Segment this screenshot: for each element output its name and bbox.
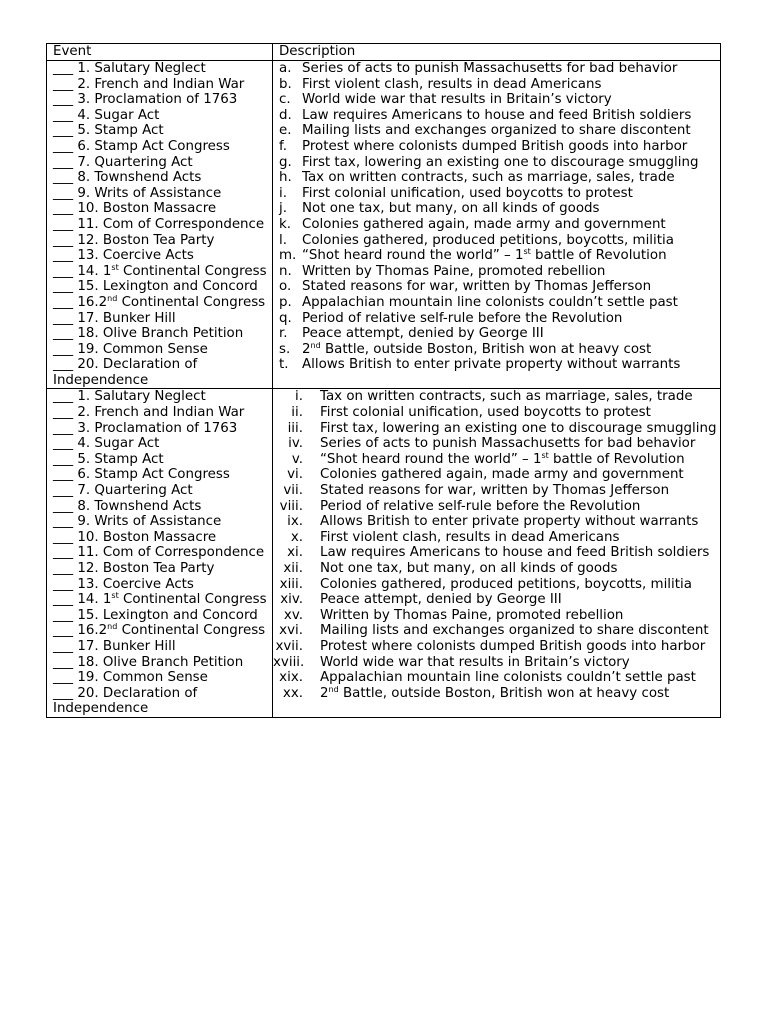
ordinal-suffix: nd	[107, 622, 118, 632]
description-marker: s.	[279, 341, 291, 357]
event-item	[53, 357, 268, 388]
description-marker: xvii.	[275, 638, 303, 654]
text-part: ___ 3. Proclamation of 1763	[53, 420, 238, 436]
text-part: ___ 20. Declaration of Independence	[53, 685, 198, 717]
description-text	[320, 452, 718, 468]
ordinal-suffix: st	[111, 262, 119, 272]
description-marker: p.	[279, 294, 292, 310]
description-item	[279, 108, 718, 124]
event-item	[53, 592, 268, 608]
text-part: ___ 12. Boston Tea Party	[53, 232, 215, 248]
description-marker: r.	[279, 326, 288, 342]
ordinal-suffix: st	[541, 450, 549, 460]
description-marker: q.	[279, 310, 292, 326]
text-part: Stated reasons for war, written by Thomas Jefferson	[320, 483, 670, 499]
description-item	[275, 638, 718, 655]
table-header-row	[47, 44, 720, 60]
event-item	[53, 670, 268, 686]
text-part: Peace attempt, denied by George III	[320, 592, 562, 608]
description-text	[302, 217, 718, 233]
description-marker: d.	[279, 107, 292, 123]
description-marker: xx.	[282, 685, 303, 701]
text-part: ___ 17. Bunker Hill	[53, 310, 176, 326]
event-item	[53, 483, 268, 499]
description-text	[320, 405, 718, 421]
text-part: Period of relative self-rule before the Revolution	[302, 310, 623, 326]
description-item	[279, 421, 718, 437]
text-part: ___ 15. Lexington and Concord	[53, 607, 258, 623]
event-item	[53, 326, 268, 342]
section-2-descriptions	[273, 389, 720, 716]
description-text	[320, 467, 718, 483]
description-text	[320, 655, 718, 671]
event-item	[53, 577, 268, 593]
text-part: “Shot heard round the world” – 1	[302, 248, 524, 264]
event-item	[53, 186, 268, 202]
description-text	[302, 295, 718, 311]
event-item	[53, 295, 268, 311]
description-item	[279, 452, 718, 468]
description-text	[320, 577, 718, 593]
description-item	[279, 77, 718, 93]
description-marker: v.	[291, 451, 303, 467]
description-marker: o.	[279, 279, 292, 295]
event-item	[53, 217, 268, 233]
description-marker: f.	[279, 138, 287, 154]
event-item	[53, 233, 268, 249]
event-item	[53, 467, 268, 483]
description-item	[279, 530, 718, 546]
event-item	[53, 405, 268, 421]
description-text	[302, 61, 718, 77]
event-item	[53, 342, 268, 358]
text-part: Series of acts to punish Massachusetts for bad behavior	[320, 436, 696, 452]
text-part: ___ 12. Boston Tea Party	[53, 561, 215, 576]
description-marker: a.	[279, 61, 292, 76]
description-marker: l.	[279, 232, 287, 248]
description-item	[279, 670, 718, 686]
description-text	[320, 545, 718, 561]
description-item	[279, 139, 718, 155]
description-marker: xiii.	[279, 576, 303, 592]
description-marker: xv.	[283, 607, 303, 623]
text-part: ___ 4. Sugar Act	[53, 107, 160, 123]
description-item	[279, 483, 718, 499]
text-part: Not one tax, but many, on all kinds of goods	[320, 561, 618, 576]
event-item	[53, 561, 268, 577]
text-part: Peace attempt, denied by George III	[302, 326, 544, 342]
text-part: Tax on written contracts, such as marriage, sales, trade	[320, 389, 693, 405]
text-part: ___ 19. Common Sense	[53, 341, 208, 357]
event-item	[53, 123, 268, 139]
description-text	[302, 326, 718, 342]
text-part: Allows British to enter private property without warrants	[320, 514, 699, 530]
description-text	[302, 77, 718, 93]
description-text	[320, 670, 718, 686]
text-part: Continental Congress	[117, 623, 266, 639]
text-part: ___ 1. Salutary Neglect	[53, 389, 206, 405]
text-part: ___ 9. Writs of Assistance	[53, 514, 222, 530]
text-part: World wide war that results in Britain’s victory	[320, 654, 630, 670]
section-1-descriptions	[273, 61, 720, 388]
text-part: ___ 18. Olive Branch Petition	[53, 326, 244, 342]
text-part: Written by Thomas Paine, promoted rebellion	[302, 263, 606, 279]
text-part: ___ 3. Proclamation of 1763	[53, 92, 238, 108]
text-part: ___ 15. Lexington and Concord	[53, 279, 258, 295]
description-item	[279, 545, 718, 561]
text-part: ___ 2. French and Indian War	[53, 76, 245, 92]
text-part: ___ 10. Boston Massacre	[53, 201, 217, 217]
event-item	[53, 530, 268, 546]
description-item	[273, 654, 718, 671]
description-item	[279, 357, 718, 373]
description-marker: iv.	[288, 436, 303, 452]
text-part: ___ 13. Coercive Acts	[53, 248, 194, 264]
description-text	[302, 186, 718, 202]
text-part: Written by Thomas Paine, promoted rebellion	[320, 607, 624, 623]
description-item	[279, 405, 718, 421]
text-part: ___ 7. Quartering Act	[53, 154, 193, 170]
text-part: 2	[320, 685, 329, 701]
event-item	[53, 139, 268, 155]
text-part: Law requires Americans to house and feed British soldiers	[320, 545, 710, 561]
ordinal-suffix: nd	[107, 293, 118, 303]
description-item	[279, 233, 718, 249]
section-2-description-list	[273, 389, 718, 701]
text-part: Mailing lists and exchanges organized to share discontent	[320, 623, 709, 639]
text-part: ___ 14. 1	[53, 592, 112, 608]
description-item	[279, 61, 718, 77]
text-part: Mailing lists and exchanges organized to share discontent	[302, 123, 691, 139]
text-part: 2	[302, 341, 311, 357]
event-item	[53, 155, 268, 171]
text-part: ___ 8. Townshend Acts	[53, 498, 202, 514]
description-item	[279, 295, 718, 311]
description-text	[320, 686, 718, 702]
description-item	[279, 499, 718, 515]
description-marker: xiv.	[280, 592, 303, 608]
text-part: First colonial unification, used boycotts to protest	[302, 185, 633, 201]
description-item	[279, 623, 718, 639]
description-item	[279, 155, 718, 171]
description-text	[320, 608, 718, 624]
text-part: ___ 6. Stamp Act Congress	[53, 138, 230, 154]
text-part: Colonies gathered again, made army and government	[320, 467, 684, 483]
description-text	[302, 170, 718, 186]
description-item	[279, 436, 718, 452]
description-text	[320, 514, 718, 530]
text-part: First tax, lowering an existing one to discourage smuggling	[302, 154, 699, 170]
description-item	[279, 311, 718, 327]
event-item	[53, 514, 268, 530]
text-part: ___ 4. Sugar Act	[53, 436, 160, 452]
description-marker: i.	[295, 389, 303, 405]
description-text	[320, 561, 718, 577]
event-item	[53, 639, 268, 655]
text-part: ___ 16.2	[53, 623, 108, 639]
event-item	[53, 61, 268, 77]
description-text	[320, 389, 718, 405]
ordinal-suffix: st	[523, 247, 531, 257]
text-part: Protest where colonists dumped British goods into harbor	[320, 638, 706, 654]
description-marker: vii.	[283, 483, 303, 499]
section-1-events	[47, 61, 273, 388]
description-text	[302, 92, 718, 108]
description-marker: xi.	[287, 545, 303, 561]
text-part: Battle, outside Boston, British won at heavy cost	[338, 685, 670, 701]
text-part: ___ 11. Com of Correspondence	[53, 545, 265, 561]
description-item	[279, 186, 718, 202]
description-text	[302, 357, 718, 373]
description-marker: xvi.	[279, 623, 303, 639]
description-marker: n.	[279, 263, 292, 279]
event-item	[53, 655, 268, 671]
description-marker: i.	[279, 185, 287, 201]
description-text	[320, 436, 718, 452]
description-text	[302, 233, 718, 249]
text-part: Colonies gathered, produced petitions, boycotts, militia	[320, 576, 692, 592]
description-text	[302, 108, 718, 124]
description-text	[320, 623, 718, 639]
description-marker: ii.	[291, 405, 303, 421]
text-part: ___ 8. Townshend Acts	[53, 170, 202, 186]
description-item	[279, 92, 718, 108]
text-part: First tax, lowering an existing one to discourage smuggling	[320, 420, 717, 436]
text-part: ___ 9. Writs of Assistance	[53, 185, 222, 201]
description-text	[320, 639, 718, 655]
event-item	[53, 499, 268, 515]
text-part: Colonies gathered again, made army and government	[302, 216, 666, 232]
text-part: Tax on written contracts, such as marriage, sales, trade	[302, 170, 675, 186]
description-text	[302, 279, 718, 295]
description-item	[279, 608, 718, 624]
ordinal-suffix: nd	[310, 340, 321, 350]
text-part: ___ 5. Stamp Act	[53, 451, 164, 467]
section-1-event-list	[53, 61, 268, 388]
description-text	[320, 499, 718, 515]
event-item	[53, 248, 268, 264]
description-text	[302, 201, 718, 217]
text-part: Appalachian mountain line colonists couldn’t settle past	[302, 294, 678, 310]
description-text	[320, 421, 718, 437]
description-marker: m.	[279, 248, 297, 264]
description-item	[279, 342, 718, 358]
description-item	[279, 514, 718, 530]
description-marker: b.	[279, 76, 292, 92]
description-marker: t.	[279, 357, 289, 373]
description-text	[320, 592, 718, 608]
text-part: Allows British to enter private property without warrants	[302, 357, 681, 373]
description-marker: k.	[279, 216, 292, 232]
text-part: World wide war that results in Britain’s victory	[302, 92, 612, 108]
ordinal-suffix: st	[111, 591, 119, 601]
text-part: First colonial unification, used boycotts to protest	[320, 405, 651, 421]
text-part: ___ 10. Boston Massacre	[53, 529, 217, 545]
ordinal-suffix: nd	[328, 684, 339, 694]
description-text	[320, 530, 718, 546]
description-column-header: Description	[279, 44, 356, 59]
text-part: First violent clash, results in dead Americans	[302, 76, 602, 92]
text-part: ___ 11. Com of Correspondence	[53, 216, 265, 232]
section-2-event-list	[53, 389, 268, 716]
matching-worksheet-table	[46, 43, 721, 718]
description-item	[279, 592, 718, 608]
event-item	[53, 389, 268, 405]
event-item	[53, 686, 268, 717]
description-item	[279, 686, 718, 702]
text-part: Series of acts to punish Massachusetts for bad behavior	[302, 61, 678, 76]
event-item	[53, 452, 268, 468]
description-text	[302, 155, 718, 171]
event-item	[53, 608, 268, 624]
text-part: First violent clash, results in dead Americans	[320, 529, 620, 545]
description-text	[302, 311, 718, 327]
event-item	[53, 436, 268, 452]
text-part: “Shot heard round the world” – 1	[320, 451, 542, 467]
text-part: ___ 20. Declaration of Independence	[53, 357, 198, 388]
description-marker: e.	[279, 123, 292, 139]
description-text	[302, 342, 718, 358]
description-marker: h.	[279, 170, 292, 186]
text-part: ___ 5. Stamp Act	[53, 123, 164, 139]
event-item	[53, 311, 268, 327]
description-marker: xii.	[283, 561, 303, 576]
description-text	[302, 123, 718, 139]
description-marker: g.	[279, 154, 292, 170]
description-item	[279, 467, 718, 483]
text-part: ___ 7. Quartering Act	[53, 483, 193, 499]
event-item	[53, 170, 268, 186]
text-part: ___ 19. Common Sense	[53, 670, 208, 686]
text-part: Stated reasons for war, written by Thomas Jefferson	[302, 279, 652, 295]
text-part: Continental Congress	[118, 592, 267, 608]
description-text	[302, 139, 718, 155]
text-part: Period of relative self-rule before the Revolution	[320, 498, 641, 514]
text-part: Battle, outside Boston, British won at heavy cost	[320, 341, 652, 357]
event-column-header: Event	[47, 44, 273, 60]
event-item	[53, 77, 268, 93]
event-item	[53, 545, 268, 561]
description-item	[279, 264, 718, 280]
text-part: ___ 1. Salutary Neglect	[53, 61, 206, 76]
text-part: Continental Congress	[117, 294, 266, 310]
text-part: ___ 18. Olive Branch Petition	[53, 654, 244, 670]
event-item	[53, 201, 268, 217]
description-item	[279, 561, 718, 577]
description-marker: iii.	[287, 420, 303, 436]
description-marker: ix.	[287, 514, 303, 530]
description-text	[320, 483, 718, 499]
text-part: battle of Revolution	[548, 451, 685, 467]
section-1-row	[47, 60, 720, 388]
text-part: ___ 13. Coercive Acts	[53, 576, 194, 592]
description-marker: c.	[279, 92, 291, 108]
event-item	[53, 92, 268, 108]
text-part: Continental Congress	[118, 263, 267, 279]
text-part: Colonies gathered, produced petitions, boycotts, militia	[302, 232, 674, 248]
text-part: ___ 6. Stamp Act Congress	[53, 467, 230, 483]
event-item	[53, 421, 268, 437]
description-marker: xviii.	[273, 654, 305, 670]
text-part: Law requires Americans to house and feed British soldiers	[302, 107, 692, 123]
section-2-row	[47, 388, 720, 716]
text-part: Protest where colonists dumped British goods into harbor	[302, 138, 688, 154]
description-item	[279, 217, 718, 233]
text-part: Appalachian mountain line colonists couldn’t settle past	[320, 670, 696, 686]
description-text	[302, 264, 718, 280]
section-2-events	[47, 389, 273, 716]
description-item	[279, 279, 718, 295]
text-part: ___ 16.2	[53, 294, 108, 310]
description-item	[279, 123, 718, 139]
text-part: ___ 2. French and Indian War	[53, 405, 245, 421]
event-item	[53, 108, 268, 124]
description-text	[302, 248, 718, 264]
description-item	[279, 201, 718, 217]
description-item	[279, 577, 718, 593]
description-marker: viii.	[279, 498, 303, 514]
text-part: Not one tax, but many, on all kinds of goods	[302, 201, 600, 217]
text-part: battle of Revolution	[530, 248, 667, 264]
description-item	[279, 248, 718, 264]
text-part: ___ 17. Bunker Hill	[53, 638, 176, 654]
description-item	[279, 389, 718, 405]
section-1-description-list	[279, 61, 718, 373]
event-item	[53, 279, 268, 295]
description-marker: j.	[279, 201, 287, 217]
description-item	[279, 326, 718, 342]
description-marker: vi.	[287, 467, 303, 483]
event-item	[53, 264, 268, 280]
event-item	[53, 623, 268, 639]
text-part: ___ 14. 1	[53, 263, 112, 279]
description-marker: x.	[290, 529, 303, 545]
description-marker: xix.	[279, 670, 303, 686]
description-item	[279, 170, 718, 186]
